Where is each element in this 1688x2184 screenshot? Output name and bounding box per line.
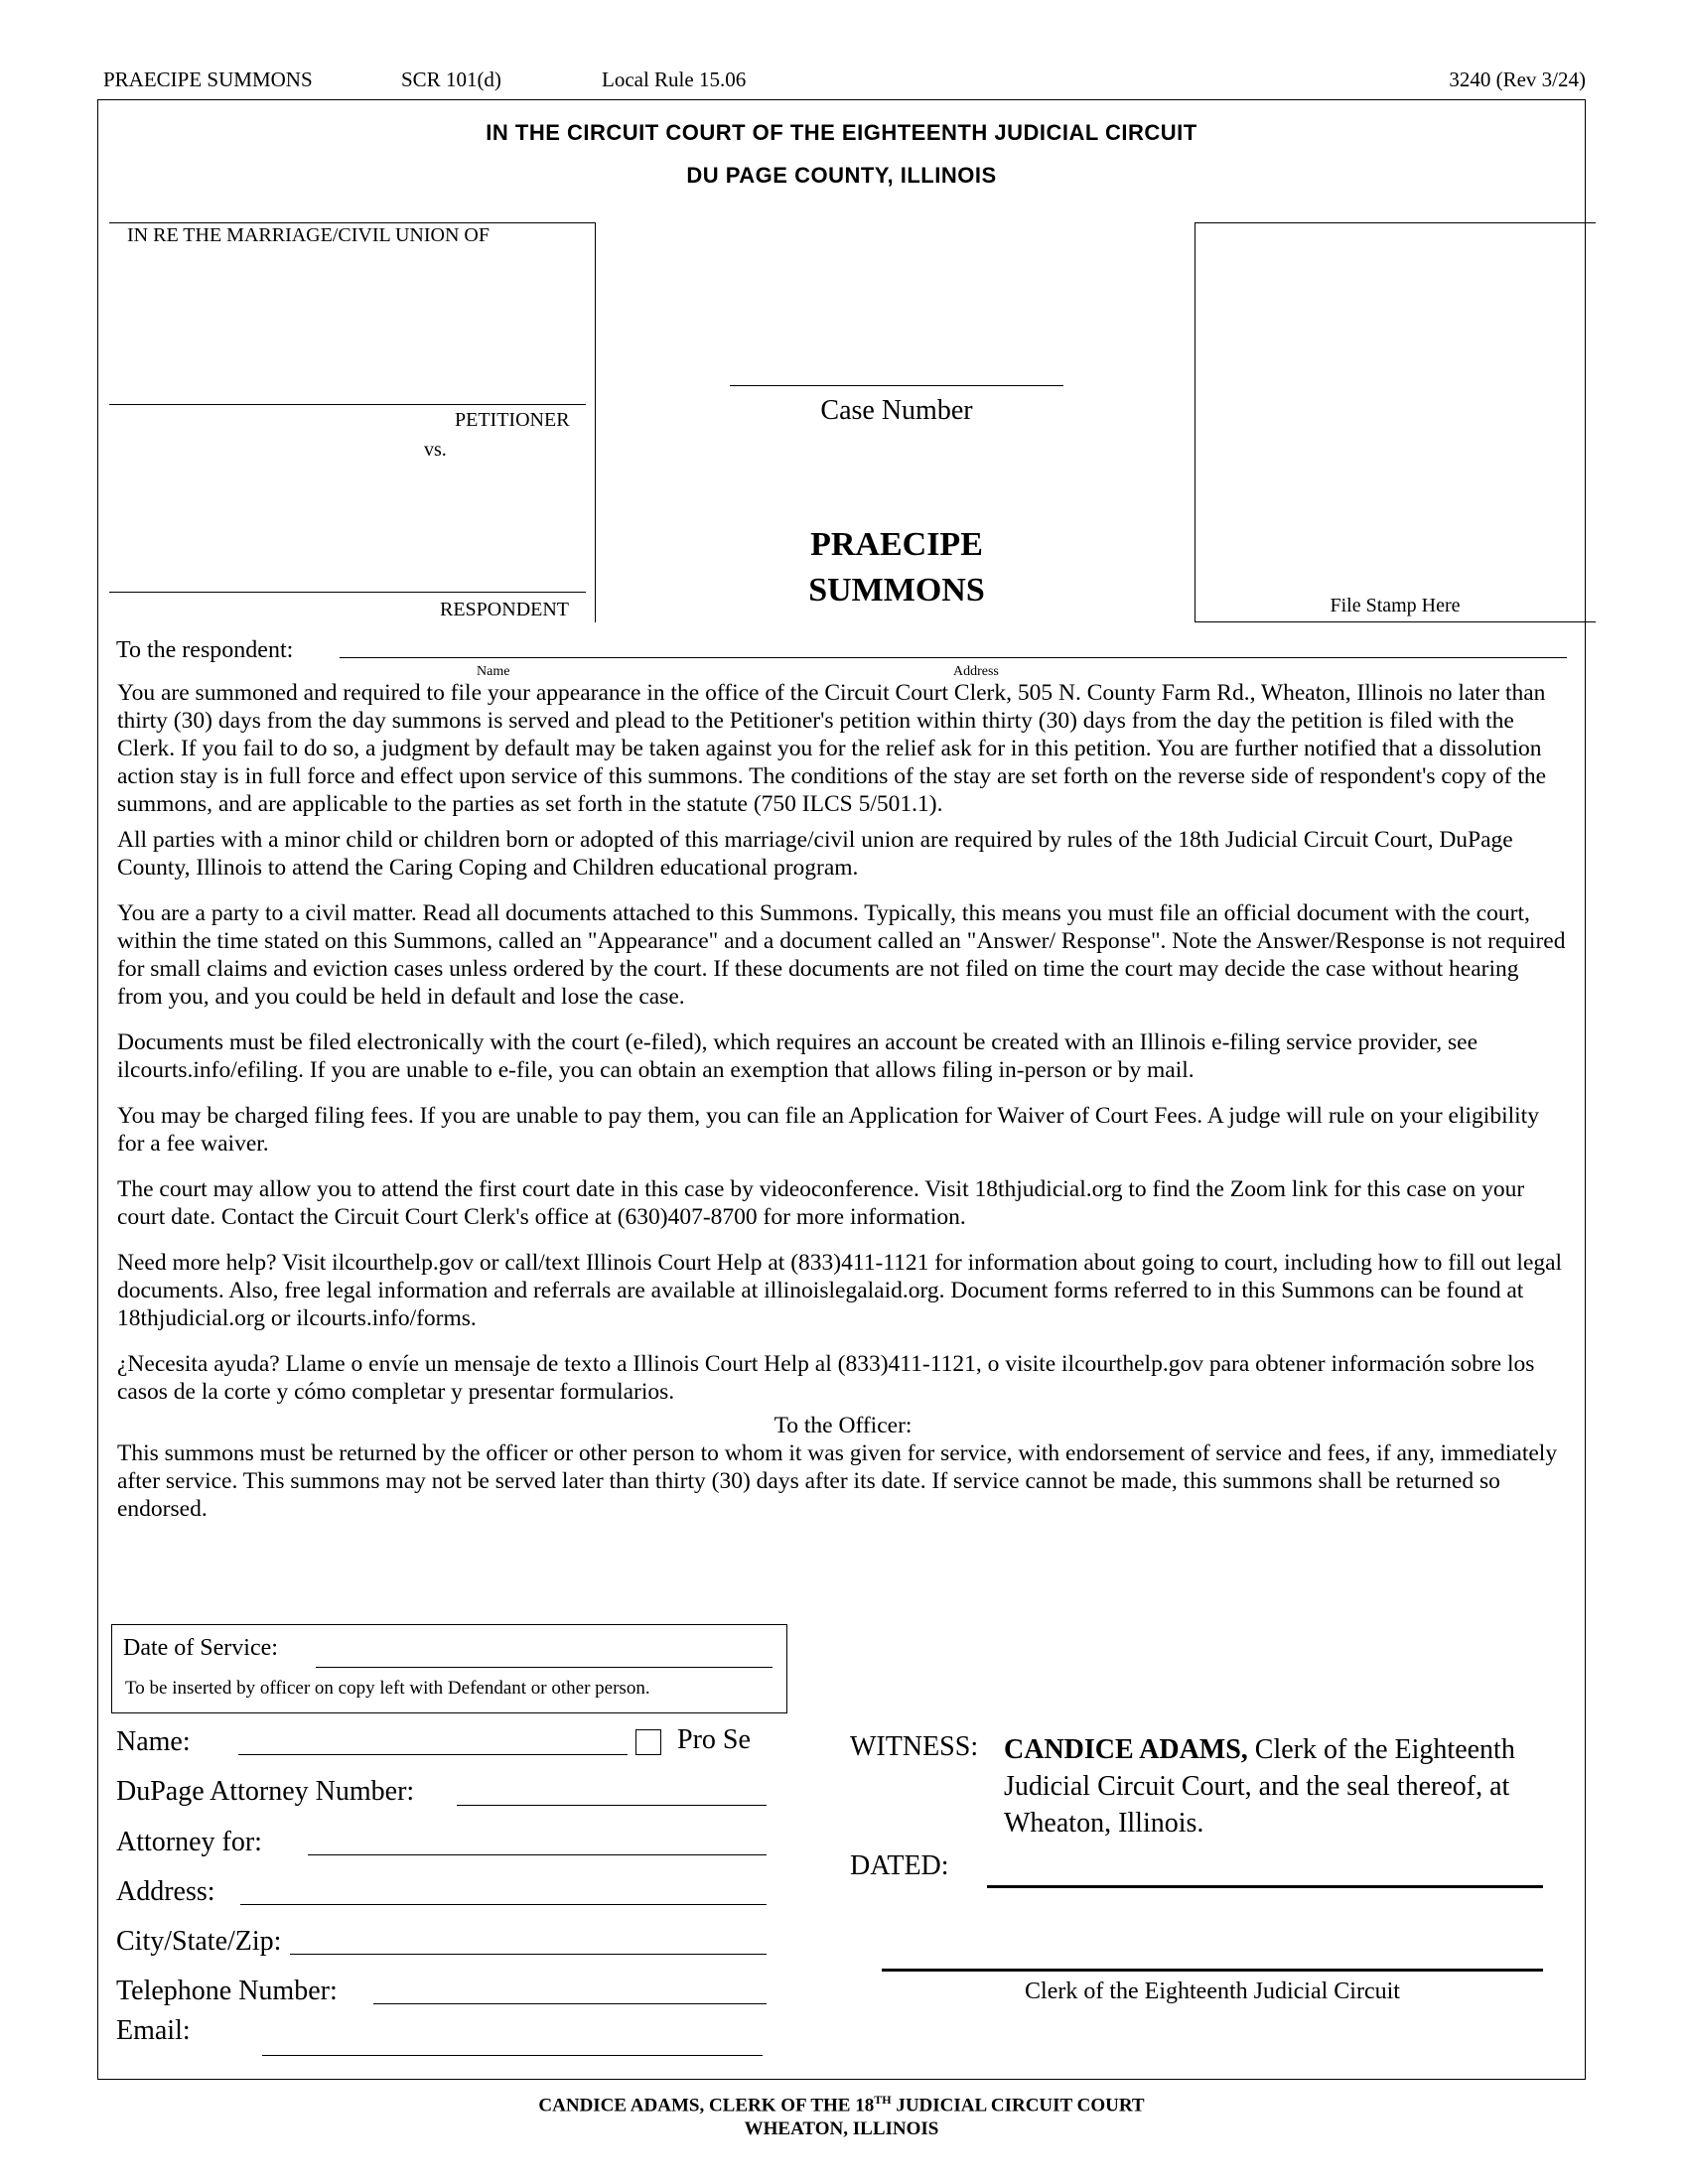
date-of-service-note: To be inserted by officer on copy left with Defendant or other person. [125, 1678, 650, 1699]
pro-se-label: Pro Se [677, 1724, 751, 1755]
court-county: DU PAGE COUNTY, ILLINOIS [686, 163, 997, 188]
summons-paragraph: You are summoned and required to file your appearance in the office of the Circuit Court Clerk, 505 N. County Farm Rd., Wheaton, Illinois no later than thirty (30) days from the day summons is served and plead to the Petitioner's petition within thirty (30) days from the day the petition is filed with the Clerk. If you fail to do so, a judgment by default may be taken against you for the relief ask for in this petition. You are further notified that a dissolution action stay is in full force and effect upon service of this summons. The conditions of the stay are set forth on the reverse side of respondent's copy of the summons, and are applicable to the parties as set forth in the statute (750 ILCS 5/501.1). [117, 680, 1547, 817]
civil-matter-paragraph: You are a party to a civil matter. Read all documents attached to this Summons. Typically, this means you must file an official document with the court, within the time stated on this Summons, called an "Appearance" and a document called an "Answer/ Response". Note the Answer/Response is not required for small claims and eviction cases unless ordered by the court. If these documents are not filed on time the court may decide the case without hearing from you, and you could be held in default and lose the case. [117, 900, 1566, 1010]
dated-label: DATED: [850, 1850, 949, 1881]
witness-line1-text: Clerk of the Eighteenth [1247, 1734, 1515, 1765]
pro-se-checkbox[interactable] [635, 1729, 661, 1755]
attorney-number-label: DuPage Attorney Number: [116, 1776, 415, 1807]
efiling-paragraph: Documents must be filed electronically with the court (e-filed), which requires an account be created with an Illinois e-filing service provider, see ilcourts.info/efiling. If you are unable to e-file, you can obtain an exemption that allows filing in-person or by mail. [117, 1029, 1478, 1083]
court-title: IN THE CIRCUIT COURT OF THE EIGHTEENTH JUDICIAL CIRCUIT [486, 120, 1197, 145]
officer-instructions: This summons must be returned by the officer or other person to whom it was given for service, with endorsement of service and fees, if any, immediately after service. This summons may not be served later than thirty (30) days after its date. If service cannot be made, this summons shall be returned so endorsed. [117, 1440, 1558, 1522]
vs-label: vs. [424, 439, 447, 461]
name-label: Name: [116, 1726, 191, 1757]
petitioner-label: PETITIONER [455, 409, 570, 431]
name-hint: Name [477, 664, 510, 679]
clerk-signature-caption: Clerk of the Eighteenth Judicial Circuit [1025, 1979, 1400, 2004]
spanish-help-paragraph: ¿Necesita ayuda? Llame o envíe un mensaje de texto a Illinois Court Help al (833)411-1121, o visite ilcourthelp.gov para obtener información sobre los casos de la corte y cómo completar y presentar formularios. [117, 1351, 1535, 1405]
local-rule: Local Rule 15.06 [602, 68, 747, 91]
file-stamp-box [1195, 222, 1596, 622]
officer-heading: To the Officer: [774, 1413, 913, 1438]
file-stamp-bottom-line [1195, 621, 1586, 622]
fees-paragraph: You may be charged filing fees. If you are unable to pay them, you can file an Application for Waiver of Court Fees. A judge will rule on your eligibility for a fee waiver. [117, 1103, 1539, 1157]
witness-text [1004, 1731, 1590, 1842]
email-field[interactable] [262, 2055, 763, 2056]
summons-body [117, 679, 1569, 1523]
footer-clerk [97, 2093, 1586, 2116]
videoconference-paragraph: The court may allow you to attend the first court date in this case by videoconference. Visit 18thjudicial.org to find the Zoom link for this case on your court date. Contact the Circuit Court Clerk's office at (630)407-8700 for more information. [117, 1176, 1525, 1230]
document-title-line1: PRAECIPE [810, 526, 983, 563]
name-field[interactable] [238, 1754, 628, 1755]
attorney-for-label: Attorney for: [116, 1827, 262, 1857]
parenting-program-paragraph: All parties with a minor child or children born or adopted of this marriage/civil union are required by rules of the 18th Judicial Circuit Court, DuPage County, Illinois to attend the Caring Coping and Children educational program. [117, 827, 1513, 881]
date-of-service-field[interactable] [316, 1667, 773, 1668]
respondent-label: RESPONDENT [440, 599, 570, 620]
witness-line2: Judicial Circuit Court, and the seal thereof, at [1004, 1771, 1510, 1802]
case-number-line[interactable] [730, 385, 1063, 386]
telephone-label: Telephone Number: [116, 1976, 338, 2006]
dated-field[interactable] [987, 1885, 1543, 1888]
file-stamp-label: File Stamp Here [1330, 595, 1461, 616]
form-name: PRAECIPE SUMMONS [103, 68, 313, 91]
attorney-for-field[interactable] [308, 1854, 767, 1855]
city-state-zip-field[interactable] [290, 1954, 767, 1955]
respondent-name-line[interactable] [109, 592, 586, 593]
address-hint: Address [953, 664, 999, 679]
case-number-label: Case Number [820, 395, 973, 426]
footer-superscript: TH [874, 2093, 892, 2107]
respondent-name-address-line[interactable] [340, 657, 1567, 658]
document-title-line2: SUMMONS [808, 572, 985, 609]
city-state-zip-label: City/State/Zip: [116, 1926, 282, 1957]
to-respondent-label: To the respondent: [116, 637, 294, 663]
witness-line1 [1004, 1731, 1590, 1768]
footer-line1-b: JUDICIAL CIRCUIT COURT [891, 2095, 1145, 2116]
document-title [730, 522, 1063, 614]
supreme-court-rule: SCR 101(d) [401, 68, 501, 91]
petitioner-name-line[interactable] [109, 404, 586, 405]
witness-label: WITNESS: [850, 1731, 979, 1762]
address-label: Address: [116, 1876, 215, 1907]
clerk-signature-line[interactable] [882, 1969, 1543, 1972]
date-of-service-label: Date of Service: [123, 1635, 278, 1661]
witness-line3: Wheaton, Illinois. [1004, 1808, 1204, 1839]
address-field[interactable] [240, 1904, 767, 1905]
in-re-label: IN RE THE MARRIAGE/CIVIL UNION OF [127, 224, 490, 246]
help-paragraph: Need more help? Visit ilcourthelp.gov or call/text Illinois Court Help at (833)411-1121 for information about going to court, including how to fill out legal documents. Also, free legal information and referrals are available at illinoislegalaid.org. Document forms referred to in this Summons can be found at 18thjudicial.org or ilcourts.info/forms. [117, 1250, 1563, 1331]
attorney-number-field[interactable] [457, 1805, 767, 1806]
footer-line1-a: CANDICE ADAMS, CLERK OF THE 18 [538, 2095, 875, 2116]
footer-location: WHEATON, ILLINOIS [744, 2118, 939, 2139]
email-label: Email: [116, 2015, 191, 2046]
telephone-field[interactable] [373, 2003, 767, 2004]
clerk-name: CANDICE ADAMS, [1004, 1734, 1248, 1765]
form-number: 3240 (Rev 3/24) [1449, 68, 1586, 91]
